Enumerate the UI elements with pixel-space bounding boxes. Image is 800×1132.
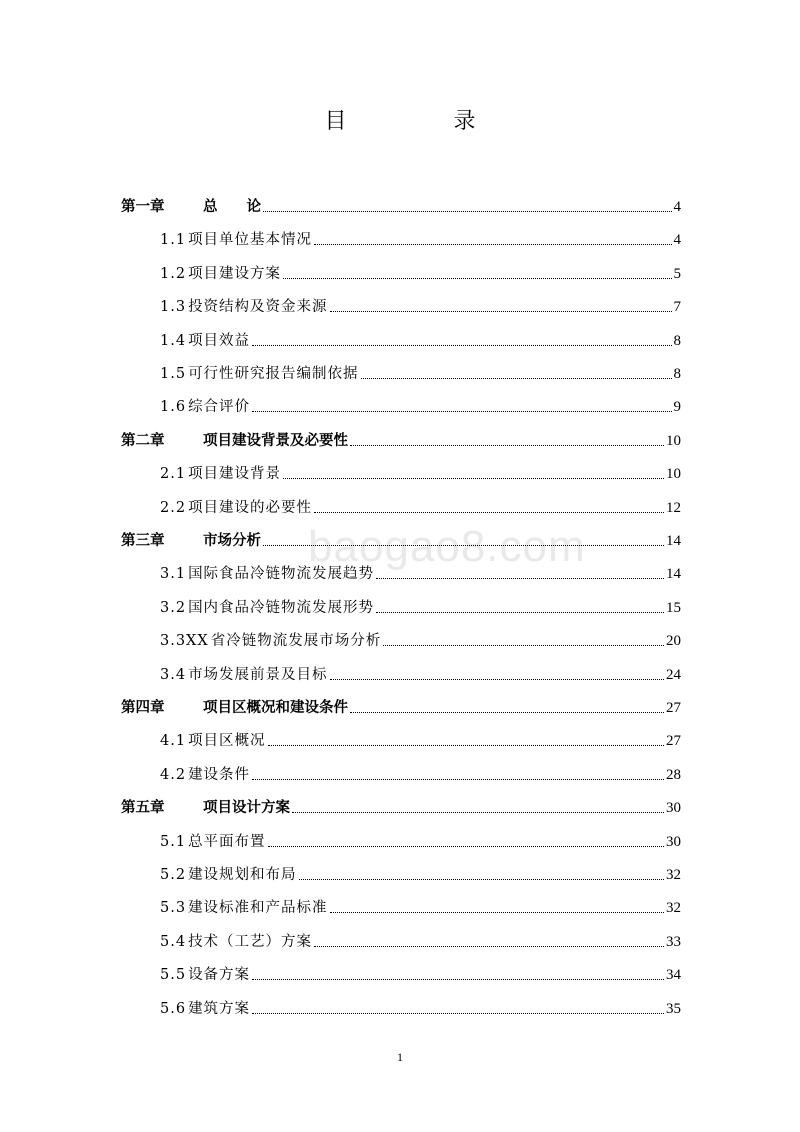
toc-section-entry[interactable] <box>160 927 681 951</box>
entry-number: 1.1 <box>160 232 187 248</box>
toc-section-entry[interactable] <box>160 292 681 316</box>
entry-number: 1.5 <box>160 366 187 382</box>
entry-number: 第五章 <box>121 800 165 816</box>
dot-leader <box>252 979 664 980</box>
entry-page-number: 10 <box>666 433 681 449</box>
entry-title: 国际食品冷链物流发展趋势 <box>188 566 375 582</box>
entry-title: 项目建设背景及必要性 <box>203 433 348 449</box>
toc-section-entry[interactable] <box>160 259 681 283</box>
toc-chapter-entry[interactable] <box>121 693 681 717</box>
entry-title: 项目区概况 <box>188 733 266 749</box>
entry-title: 市场分析 <box>203 533 261 549</box>
dot-leader <box>299 879 664 880</box>
entry-page-number: 12 <box>666 500 681 516</box>
entry-page-number: 4 <box>673 199 681 215</box>
toc-chapter-entry[interactable] <box>121 192 681 216</box>
dot-leader <box>314 244 671 245</box>
entry-page-number: 32 <box>666 900 681 916</box>
entry-title: 综合评价 <box>188 399 251 415</box>
toc-section-entry[interactable] <box>160 392 681 416</box>
dot-leader <box>263 211 672 212</box>
toc-section-entry[interactable] <box>160 893 681 917</box>
toc-section-entry[interactable] <box>160 225 681 249</box>
dot-leader <box>314 512 664 513</box>
entry-page-number: 27 <box>666 733 681 749</box>
toc-section-entry[interactable] <box>160 994 681 1018</box>
entry-number: 3.1 <box>160 566 187 582</box>
entry-number: 1.4 <box>160 333 187 349</box>
entry-number: 3.4 <box>160 667 187 683</box>
dot-leader <box>314 946 664 947</box>
entry-number: 4.2 <box>160 767 187 783</box>
entry-page-number: 10 <box>666 466 681 482</box>
entry-page-number: 8 <box>673 366 681 382</box>
entry-title: 项目建设的必要性 <box>188 500 313 516</box>
entry-page-number: 20 <box>666 633 681 649</box>
entry-title: 项目区概况和建设条件 <box>203 700 348 716</box>
dot-leader <box>283 478 664 479</box>
entry-number: 第三章 <box>121 533 165 549</box>
entry-page-number: 9 <box>673 399 681 415</box>
entry-number: 5.2 <box>160 867 187 883</box>
entry-number: 第二章 <box>121 433 165 449</box>
dot-leader <box>376 612 664 613</box>
watermark: baogao8.com <box>308 522 586 571</box>
toc-section-entry[interactable] <box>160 760 681 784</box>
toc-section-entry[interactable] <box>160 827 681 851</box>
entry-page-number: 30 <box>666 800 681 816</box>
entry-number: 3.2 <box>160 600 187 616</box>
entry-page-number: 27 <box>666 700 681 716</box>
toc-section-entry[interactable] <box>160 860 681 884</box>
toc-section-entry[interactable] <box>160 593 681 617</box>
toc-section-entry[interactable] <box>160 459 681 483</box>
dot-leader <box>252 1013 664 1014</box>
entry-title: 项目单位基本情况 <box>188 232 313 248</box>
entry-page-number: 7 <box>673 299 681 315</box>
dot-leader <box>263 545 664 546</box>
entry-page-number: 33 <box>666 934 681 950</box>
dot-leader <box>350 712 664 713</box>
entry-page-number: 35 <box>666 1001 681 1017</box>
toc-section-entry[interactable] <box>160 359 681 383</box>
entry-page-number: 14 <box>666 566 681 582</box>
entry-page-number: 24 <box>666 667 681 683</box>
entry-number: 5.5 <box>160 967 187 983</box>
dot-leader <box>376 578 664 579</box>
entry-number: 1.2 <box>160 266 187 282</box>
entry-page-number: 8 <box>673 333 681 349</box>
toc-chapter-entry[interactable] <box>121 526 681 550</box>
entry-title: 项目建设背景 <box>188 466 282 482</box>
dot-leader <box>268 745 664 746</box>
entry-number: 第四章 <box>121 700 165 716</box>
toc-section-entry[interactable] <box>160 559 681 583</box>
entry-number: 2.1 <box>160 466 187 482</box>
entry-title: 建设标准和产品标准 <box>188 900 328 916</box>
entry-number: 5.1 <box>160 834 187 850</box>
entry-title: 省冷链物流发展市场分析 <box>210 633 382 649</box>
toc-section-entry[interactable] <box>160 960 681 984</box>
entry-title: 项目设计方案 <box>203 800 290 816</box>
toc-section-entry[interactable] <box>160 726 681 750</box>
dot-leader <box>330 912 664 913</box>
entry-number: 5.4 <box>160 934 187 950</box>
entry-number: 2.2 <box>160 500 187 516</box>
entry-number: 1.3 <box>160 299 187 315</box>
entry-page-number: 28 <box>666 767 681 783</box>
entry-page-number: 32 <box>666 867 681 883</box>
dot-leader <box>252 345 671 346</box>
dot-leader <box>330 311 672 312</box>
dot-leader <box>383 645 664 646</box>
entry-page-number: 14 <box>666 533 681 549</box>
entry-title: 项目建设方案 <box>188 266 282 282</box>
entry-title: 技术（工艺）方案 <box>188 934 313 950</box>
entry-page-number: 5 <box>673 266 681 282</box>
dot-leader <box>283 278 671 279</box>
dot-leader <box>252 779 664 780</box>
dot-leader <box>330 679 664 680</box>
toc-chapter-entry[interactable] <box>121 426 681 450</box>
dot-leader <box>292 812 664 813</box>
dot-leader <box>268 846 664 847</box>
toc-section-entry[interactable] <box>160 326 681 350</box>
entry-title: 市场发展前景及目标 <box>188 667 328 683</box>
entry-title: 投资结构及资金来源 <box>188 299 328 315</box>
entry-number: 4.1 <box>160 733 187 749</box>
page-title: 目 录 <box>324 109 526 134</box>
toc-section-entry[interactable] <box>160 660 681 684</box>
dot-leader <box>350 445 664 446</box>
entry-title: 项目效益 <box>188 333 251 349</box>
entry-title: 建设条件 <box>188 767 251 783</box>
toc-section-entry[interactable] <box>160 493 681 517</box>
entry-page-number: 30 <box>666 834 681 850</box>
dot-leader <box>252 411 671 412</box>
entry-number: 1.6 <box>160 399 187 415</box>
entry-page-number: 15 <box>666 600 681 616</box>
entry-page-number: 34 <box>666 967 681 983</box>
page-number: 1 <box>397 1050 403 1064</box>
entry-title: 总 论 <box>203 199 261 215</box>
entry-title: 总平面布置 <box>188 834 266 850</box>
toc-chapter-entry[interactable] <box>121 793 681 817</box>
entry-title: 国内食品冷链物流发展形势 <box>188 600 375 616</box>
entry-page-number: 4 <box>673 232 681 248</box>
entry-number: 5.6 <box>160 1001 187 1017</box>
entry-number: 第一章 <box>121 199 165 215</box>
entry-number: 3.3XX <box>160 633 209 649</box>
entry-number: 5.3 <box>160 900 187 916</box>
entry-title: 建筑方案 <box>188 1001 251 1017</box>
entry-title: 建设规划和布局 <box>188 867 297 883</box>
toc-section-entry[interactable] <box>160 626 681 650</box>
dot-leader <box>361 378 672 379</box>
entry-title: 设备方案 <box>188 967 251 983</box>
entry-title: 可行性研究报告编制依据 <box>188 366 359 382</box>
